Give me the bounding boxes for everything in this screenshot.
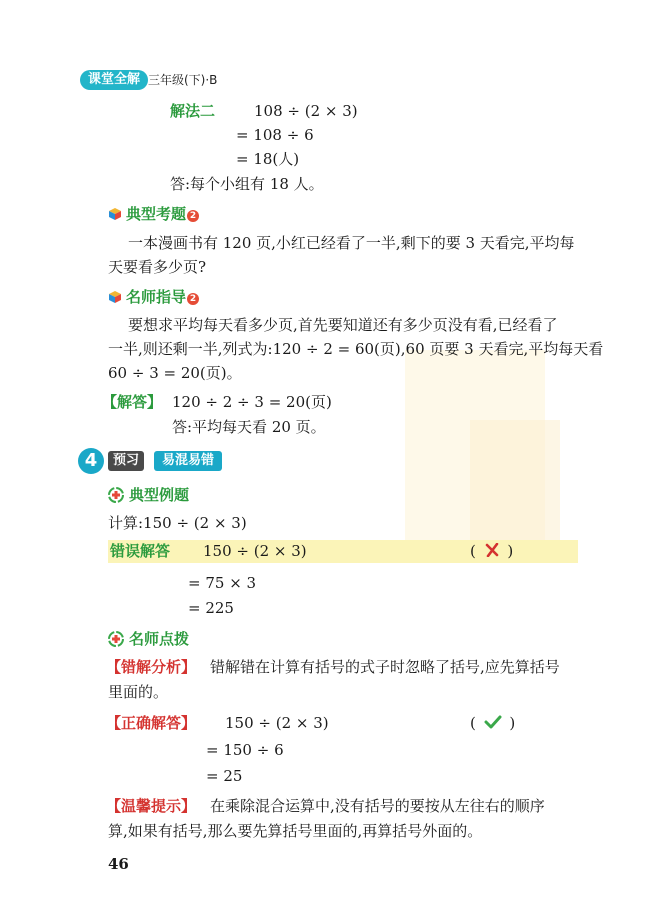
grade-label: 三年级(下)·B <box>148 73 218 87</box>
teacher-guide-badge: 2 <box>187 293 199 305</box>
reminder-label: 【温馨提示】 <box>106 797 197 815</box>
watermark-inner <box>470 420 560 540</box>
correct-line-2: = 150 ÷ 6 <box>206 741 284 759</box>
correct-mark-close: ) <box>509 714 516 732</box>
correct-label: 【正确解答】 <box>106 714 197 732</box>
wrong-line-3: = 225 <box>188 599 234 617</box>
method2-line-1: 108 ÷ (2 × 3) <box>254 102 358 120</box>
section-prefix: 预习 <box>108 451 144 471</box>
wrong-line-2: = 75 × 3 <box>188 574 257 592</box>
tips-heading <box>108 628 189 650</box>
example-heading <box>108 484 189 506</box>
tips-title: 名师点拨 <box>129 630 190 648</box>
wrong-label: 错误解答 <box>110 542 171 560</box>
solution-expression: 120 ÷ 2 ÷ 3 = 20(页) <box>172 393 332 411</box>
example-question: 计算:150 ÷ (2 × 3) <box>108 514 247 532</box>
method2-answer: 答:每个小组有 18 人。 <box>170 175 324 193</box>
solution-label: 【解答】 <box>102 393 163 411</box>
page-number: 46 <box>108 855 129 873</box>
analysis-label: 【错解分析】 <box>106 658 197 676</box>
wrong-mark-open: ( <box>470 542 476 560</box>
book-logo: 课堂全解 <box>80 70 148 90</box>
teacher-guide-heading <box>108 286 199 308</box>
section-banner <box>78 448 233 474</box>
wrong-mark-close: ) <box>507 542 514 560</box>
teacher-guide-line-2: 一半,则还剩一半,列式为:120 ÷ 2 = 60(页),60 页要 3 天看完,平均每天看 <box>108 340 604 358</box>
teacher-guide-line-3: 60 ÷ 3 = 20(页)。 <box>108 364 242 382</box>
correct-mark <box>470 712 515 734</box>
method2-line-2: = 108 ÷ 6 <box>236 126 314 144</box>
wrong-line-1: 150 ÷ (2 × 3) <box>203 542 307 560</box>
typical-problem-badge: 2 <box>187 210 199 222</box>
typical-problem-line-2: 天要看多少页? <box>108 258 207 276</box>
correct-mark-open: ( <box>470 714 476 732</box>
reminder-line-1: 在乘除混合运算中,没有括号的要按从左往右的顺序 <box>210 797 545 815</box>
recycle-icon <box>108 631 124 647</box>
analysis-line-2: 里面的。 <box>108 683 169 701</box>
typical-problem-line-1: 一本漫画书有 120 页,小红已经看了一半,剩下的要 3 天看完,平均每 <box>128 234 575 252</box>
method2-line-3: = 18(人) <box>236 150 300 168</box>
cube-icon <box>108 290 122 304</box>
teacher-guide-title: 名师指导 <box>126 288 187 306</box>
analysis-line-1: 错解错在计算有括号的式子时忽略了括号,应先算括号 <box>210 658 560 676</box>
solution-answer: 答:平均每天看 20 页。 <box>172 418 326 436</box>
reminder-line-2: 算,如果有括号,那么要先算括号里面的,再算括号外面的。 <box>108 822 483 840</box>
correct-line-3: = 25 <box>206 767 243 785</box>
method2-label: 解法二 <box>170 102 216 120</box>
correct-line-1: 150 ÷ (2 × 3) <box>225 714 329 732</box>
typical-problem-title: 典型考题 <box>126 205 187 223</box>
teacher-guide-line-1: 要想求平均每天看多少页,首先要知道还有多少页没有看,已经看了 <box>128 316 558 334</box>
recycle-icon <box>108 487 124 503</box>
example-title: 典型例题 <box>129 486 190 504</box>
check-icon <box>484 715 502 729</box>
cube-icon <box>108 207 122 221</box>
wrong-mark <box>470 540 513 562</box>
typical-problem-heading <box>108 203 199 225</box>
section-title: 易混易错 <box>154 451 222 471</box>
cross-icon <box>484 543 500 557</box>
section-number: 4 <box>78 448 104 474</box>
